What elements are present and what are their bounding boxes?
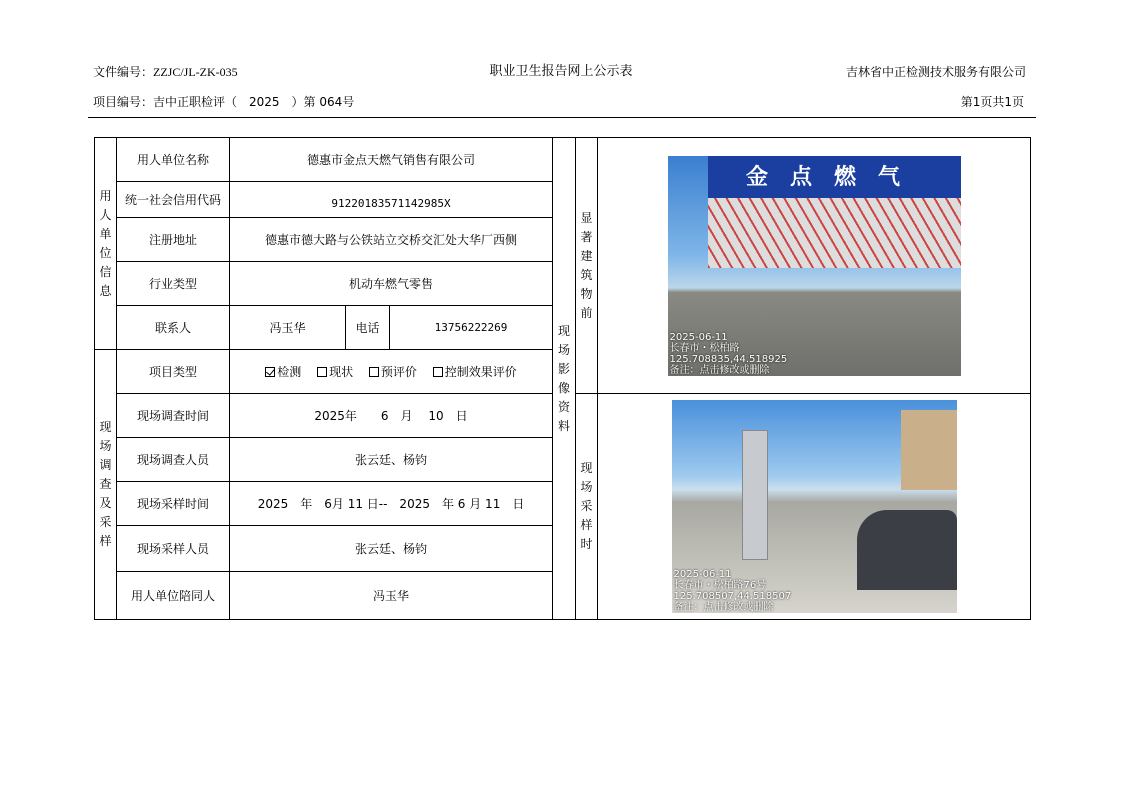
credit-code-value: 91220183571142985X [230,182,553,218]
building-front-label: 显 著 建 筑 物 前 [576,138,598,394]
site-sampling-label: 现 场 采 样 时 [576,394,598,620]
photo-1-coords: 125.708835,44.518925 [669,353,788,365]
sampling-time-value: 2025 年 6月 11 日-- 2025 年 6 月 11 日 [230,482,553,526]
sampling-photo-cell [598,394,1031,620]
surveyors-value: 张云廷、杨钧 [230,438,553,482]
disclosure-table [94,137,1031,620]
header-divider [88,117,1036,118]
survey-section-label: 现 场 调 查 及 采 样 [95,350,117,620]
address-label: 注册地址 [117,218,230,262]
address-value: 德惠市德大路与公铁站立交桥交汇处大华厂西侧 [230,218,553,262]
company-name: 吉林省中正检测技术服务有限公司 [845,65,1026,79]
photo-2-location: 长春市・松柏路76号 [673,580,767,591]
checkbox-pre-evaluation[interactable] [369,367,379,377]
photo-2-coords: 125.708507,44.518507 [673,591,792,602]
file-number-label: 文件编号： [93,65,154,79]
phone-label: 电话 [346,306,390,350]
survey-time-value: 2025年 6 月 10 日 [230,394,553,438]
station-sign: 金点燃气 [708,156,961,198]
project-number: 项目编号：吉中正职检评（ 2025 ）第 064号 [93,95,355,109]
photo-2-note: 备注：点击修改或删除 [673,602,774,613]
photo-2-date: 2025-06-11 [673,569,732,580]
photo-2-stamp [674,569,792,613]
employer-name-value: 德惠市金点天燃气销售有限公司 [230,138,553,182]
file-number-value: ZZJC/JL-ZK-035 [153,65,238,79]
credit-code-label: 统一社会信用代码 [117,182,230,218]
checkbox-control-effect[interactable] [433,367,443,377]
photo-1-stamp [670,332,788,376]
checkbox-current-status[interactable] [317,367,327,377]
employer-info-section-label: 用 人 单 位 信 息 [95,138,117,350]
document-title: 职业卫生报告网上公示表 [489,64,633,79]
surveyors-label: 现场调查人员 [117,438,230,482]
sampling-time-label: 现场采样时间 [117,482,230,526]
industry-value: 机动车燃气零售 [230,262,553,306]
contact-value: 冯玉华 [230,306,346,350]
employer-name-label: 用人单位名称 [117,138,230,182]
photo-1-location: 长春市・松柏路 [669,342,740,354]
contact-label: 联系人 [117,306,230,350]
option-pre-evaluation[interactable]: 预评价 [369,365,417,379]
checkbox-detection[interactable] [265,367,275,377]
car [857,510,957,590]
building-front-photo-cell [598,138,1031,394]
samplers-label: 现场采样人员 [117,526,230,572]
industry-label: 行业类型 [117,262,230,306]
option-control-effect[interactable]: 控制效果评价 [433,365,517,379]
samplers-value: 张云廷、杨钧 [230,526,553,572]
phone-value: 13756222269 [390,306,553,350]
building-front-photo [668,156,961,376]
project-type-label: 项目类型 [117,350,230,394]
escort-label: 用人单位陪同人 [117,572,230,620]
photo-1-note: 备注：点击修改或删除 [669,364,770,376]
page-indicator: 第1页共1页 [960,95,1024,109]
option-detection[interactable]: 检测 [265,365,301,379]
background-building [901,410,957,490]
sampling-photo [672,400,957,613]
survey-time-label: 现场调查时间 [117,394,230,438]
station-canopy [708,198,961,268]
photo-1-date: 2025-06-11 [669,331,728,343]
escort-value: 冯玉华 [230,572,553,620]
option-current-status[interactable]: 现状 [317,365,353,379]
project-type-options [230,350,553,394]
site-images-section-label: 现 场 影 像 资 料 [553,138,576,620]
gas-pump [742,430,768,560]
